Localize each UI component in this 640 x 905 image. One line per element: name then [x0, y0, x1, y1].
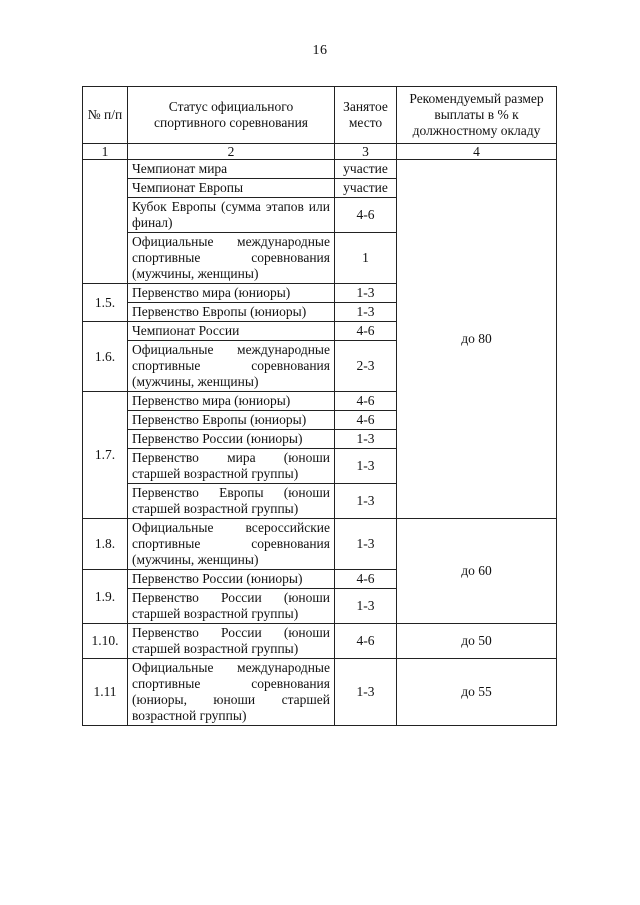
table-row	[83, 160, 557, 179]
place-cell: 4-6	[335, 392, 397, 411]
status-cell: Первенство России (юноши старшей возрастной группы)	[128, 624, 335, 659]
place-cell: 4-6	[335, 570, 397, 589]
place-cell: 1-3	[335, 519, 397, 570]
place-cell: 1-3	[335, 284, 397, 303]
place-cell: участие	[335, 160, 397, 179]
column-number: 3	[335, 144, 397, 160]
column-number: 4	[397, 144, 557, 160]
table-row	[83, 624, 557, 659]
status-cell: Первенство России (юниоры)	[128, 570, 335, 589]
place-cell: 1-3	[335, 303, 397, 322]
place-cell: 4-6	[335, 322, 397, 341]
place-cell: участие	[335, 179, 397, 198]
payment-cell: до 80	[397, 160, 557, 519]
place-cell: 4-6	[335, 198, 397, 233]
header-place: Занятое место	[335, 87, 397, 144]
status-cell: Официальные всероссийские спортивные соревнования (мужчины, женщины)	[128, 519, 335, 570]
place-cell: 1	[335, 233, 397, 284]
header-status: Статус официального спортивного соревнования	[128, 87, 335, 144]
place-cell: 2-3	[335, 341, 397, 392]
row-number: 1.5.	[83, 284, 128, 322]
row-number: 1.10.	[83, 624, 128, 659]
place-cell: 1-3	[335, 484, 397, 519]
payment-cell: до 55	[397, 659, 557, 726]
header-payment: Рекомендуемый размер выплаты в % к должностному окладу	[397, 87, 557, 144]
column-number-row	[83, 144, 557, 160]
table-row	[83, 519, 557, 570]
payment-cell: до 50	[397, 624, 557, 659]
row-number: 1.9.	[83, 570, 128, 624]
place-cell: 1-3	[335, 589, 397, 624]
row-number-empty	[83, 160, 128, 284]
column-number: 1	[83, 144, 128, 160]
status-cell: Первенство мира (юниоры)	[128, 392, 335, 411]
competition-payment-table	[82, 86, 557, 726]
place-cell: 1-3	[335, 449, 397, 484]
page-number: 16	[312, 43, 328, 58]
row-number: 1.7.	[83, 392, 128, 519]
status-cell: Кубок Европы (сумма этапов или финал)	[128, 198, 335, 233]
status-cell: Чемпионат Европы	[128, 179, 335, 198]
status-cell: Чемпионат мира	[128, 160, 335, 179]
status-cell: Первенство мира (юниоры)	[128, 284, 335, 303]
status-cell: Первенство Европы (юноши старшей возрастной группы)	[128, 484, 335, 519]
column-number: 2	[128, 144, 335, 160]
header-number: № п/п	[83, 87, 128, 144]
status-cell: Чемпионат России	[128, 322, 335, 341]
status-cell: Официальные международные спортивные соревнования (юниоры, юноши старшей возрастной группы)	[128, 659, 335, 726]
row-number: 1.6.	[83, 322, 128, 392]
status-cell: Официальные международные спортивные соревнования (мужчины, женщины)	[128, 341, 335, 392]
table-header-row	[83, 87, 557, 144]
table-row	[83, 659, 557, 726]
row-number: 1.8.	[83, 519, 128, 570]
status-cell: Первенство мира (юноши старшей возрастной группы)	[128, 449, 335, 484]
place-cell: 4-6	[335, 411, 397, 430]
status-cell: Первенство России (юноши старшей возрастной группы)	[128, 589, 335, 624]
status-cell: Первенство Европы (юниоры)	[128, 411, 335, 430]
place-cell: 1-3	[335, 430, 397, 449]
status-cell: Первенство Европы (юниоры)	[128, 303, 335, 322]
place-cell: 4-6	[335, 624, 397, 659]
status-cell: Официальные международные спортивные соревнования (мужчины, женщины)	[128, 233, 335, 284]
payment-cell: до 60	[397, 519, 557, 624]
row-number: 1.11	[83, 659, 128, 726]
status-cell: Первенство России (юниоры)	[128, 430, 335, 449]
place-cell: 1-3	[335, 659, 397, 726]
